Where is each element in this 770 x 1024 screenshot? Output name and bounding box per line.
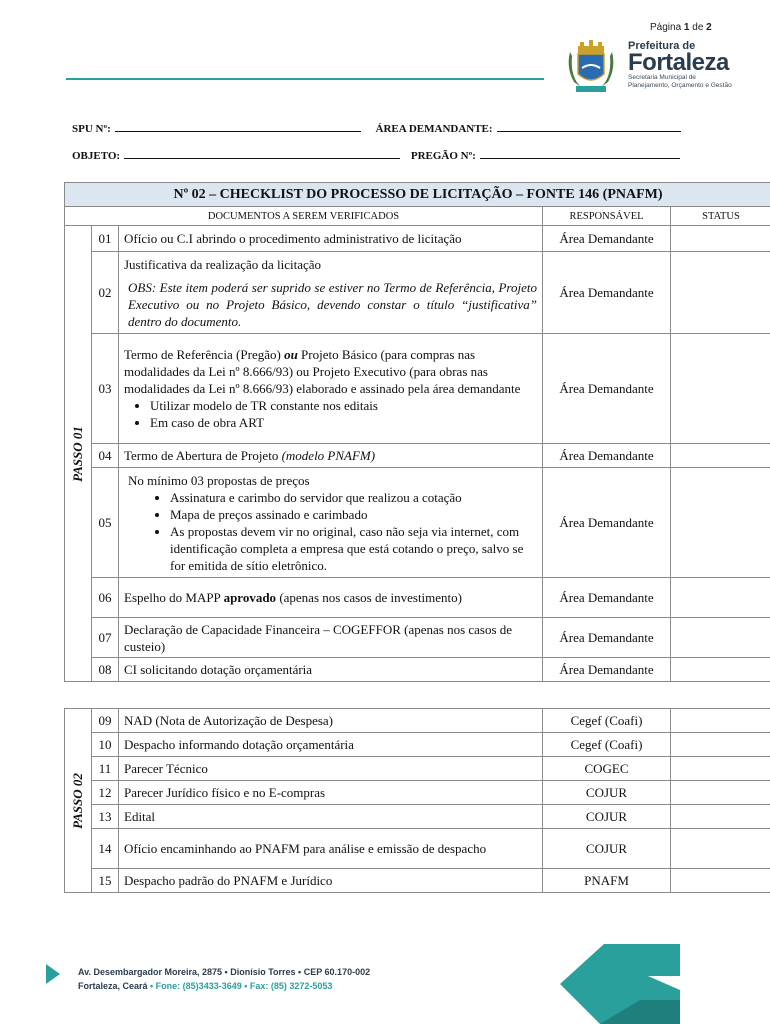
item-status[interactable] [671, 444, 770, 468]
table-row [65, 334, 770, 444]
item-description: Parecer Técnico [119, 757, 543, 781]
passo-02-cell [65, 709, 92, 893]
item-responsible: Área Demandante [543, 468, 671, 578]
area-label: ÁREA DEMANDANTE: [375, 123, 493, 135]
footer-decoration-icon [560, 940, 680, 1024]
item-status[interactable] [671, 709, 770, 733]
item-responsible: COJUR [543, 805, 671, 829]
list-item: • Assinatura e carimbo do servidor que realizou a cotação [170, 489, 537, 506]
item-description: Ofício encaminhando ao PNAFM para análise e emissão de despacho [119, 829, 543, 869]
header-divider [66, 78, 544, 80]
item-number: 10 [92, 733, 119, 757]
page-number: Página 1 de 2 [650, 22, 712, 33]
spu-field[interactable] [115, 121, 361, 132]
checklist-table-passo-02 [64, 708, 770, 893]
table-row [65, 757, 770, 781]
table-row [65, 805, 770, 829]
footer-arrow-icon [46, 964, 60, 984]
logo-line2: Fortaleza [628, 49, 729, 76]
logo-sub2: Planejamento, Orçamento e Gestão [628, 81, 732, 89]
objeto-pregao-row [72, 148, 680, 162]
table-row [65, 781, 770, 805]
table-row [65, 468, 770, 578]
item-description [119, 252, 543, 334]
item-number: 14 [92, 829, 119, 869]
item-number: 12 [92, 781, 119, 805]
item-status[interactable] [671, 252, 770, 334]
item-responsible: Área Demandante [543, 618, 671, 658]
footer-contacts: • Fone: (85)3433-3649 • Fax: (85) 3272-5053 [147, 981, 333, 991]
header-documents: DOCUMENTOS A SEREM VERIFICADOS [65, 207, 543, 226]
item-status[interactable] [671, 829, 770, 869]
item-status[interactable] [671, 578, 770, 618]
item-number: 15 [92, 869, 119, 893]
table-row [65, 444, 770, 468]
area-field[interactable] [497, 121, 681, 132]
item-description: Despacho informando dotação orçamentária [119, 733, 543, 757]
table-row [65, 618, 770, 658]
footer-city: Fortaleza, Ceará [78, 981, 148, 991]
item-responsible: Área Demandante [543, 444, 671, 468]
item-status[interactable] [671, 618, 770, 658]
list-item: • Em caso de obra ART [150, 414, 537, 431]
table-row [65, 829, 770, 869]
item-responsible: Cegef (Coafi) [543, 733, 671, 757]
item-number: 03 [92, 334, 119, 444]
item-responsible: Cegef (Coafi) [543, 709, 671, 733]
table-row [65, 658, 770, 682]
item-obs: OBS: Este item poderá ser suprido se estiver no Termo de Referência, Projeto Executivo ou no Projeto Básico, devendo constar o título “justificativa” dentro do documento. [128, 279, 537, 329]
list-item: • Mapa de preços assinado e carimbado [170, 506, 537, 523]
logo-sub1: Secretaria Municipal de [628, 74, 696, 81]
logo-line1: Prefeitura de [628, 40, 696, 52]
item-description: Declaração de Capacidade Financeira – COGEFFOR (apenas nos casos de custeio) [119, 618, 543, 658]
header-responsible: RESPONSÁVEL [543, 207, 671, 226]
item-description: NAD (Nota de Autorização de Despesa) [119, 709, 543, 733]
table-row [65, 578, 770, 618]
item-number: 01 [92, 226, 119, 252]
pregao-label: PREGÃO Nº: [410, 150, 476, 162]
item-status[interactable] [671, 757, 770, 781]
item-description: No mínimo 03 propostas de preços • Assinatura e carimbo do servidor que realizou a cotação • Mapa de preços assinado e carimbado • As propostas devem vir no original, caso não seja via internet, com identificação completa a empresa que está cotando o preço, salvo se for emitida de sítio eletrônico. [119, 468, 543, 578]
item-status[interactable] [671, 733, 770, 757]
item-number: 07 [92, 618, 119, 658]
spu-area-row [72, 121, 681, 135]
item-responsible: COJUR [543, 829, 671, 869]
table-row [65, 226, 770, 252]
header-status: STATUS [671, 207, 770, 226]
item-description: Despacho padrão do PNAFM e Jurídico [119, 869, 543, 893]
item-description: Edital [119, 805, 543, 829]
list-item: • As propostas devem vir no original, caso não seja via internet, com identificação completa a empresa que está cotando o preço, salvo se for emitida de sítio eletrônico. [170, 523, 537, 574]
item-status[interactable] [671, 658, 770, 682]
item-status[interactable] [671, 805, 770, 829]
objeto-field[interactable] [124, 148, 400, 159]
item-status[interactable] [671, 334, 770, 444]
objeto-label: OBJETO: [72, 150, 121, 162]
item-responsible: Área Demandante [543, 334, 671, 444]
spu-label: SPU Nº: [72, 123, 111, 135]
table-row [65, 869, 770, 893]
pregao-field[interactable] [480, 148, 680, 159]
footer-address [78, 965, 370, 993]
checklist-table-passo-01 [64, 182, 770, 682]
item-responsible: COJUR [543, 781, 671, 805]
footer-line1: Av. Desembargador Moreira, 2875 • Dionísio Torres • CEP 60.170-002 [78, 967, 371, 977]
item-responsible: Área Demandante [543, 252, 671, 334]
item-status[interactable] [671, 468, 770, 578]
item-description: Espelho do MAPP aprovado (apenas nos casos de investimento) [119, 578, 543, 618]
passo-label: PASSO 01 [70, 425, 85, 482]
table-row [65, 252, 770, 334]
item-number: 05 [92, 468, 119, 578]
item-responsible: Área Demandante [543, 658, 671, 682]
passo-01-cell [65, 226, 92, 682]
item-responsible: PNAFM [543, 869, 671, 893]
item-number: 13 [92, 805, 119, 829]
item-number: 09 [92, 709, 119, 733]
item-status[interactable] [671, 226, 770, 252]
item-description: Parecer Jurídico físico e no E-compras [119, 781, 543, 805]
item-text: Justificativa da realização da licitação [124, 256, 322, 272]
coat-of-arms-icon [560, 38, 622, 98]
item-description: CI solicitando dotação orçamentária [119, 658, 543, 682]
item-responsible: COGEC [543, 757, 671, 781]
item-number: 02 [92, 252, 119, 334]
item-number: 06 [92, 578, 119, 618]
item-responsible: Área Demandante [543, 578, 671, 618]
passo-label: PASSO 02 [70, 772, 85, 829]
item-description: Termo de Referência (Pregão) ou Projeto Básico (para compras nas modalidades da Lei nº 8.666/93) ou Projeto Executivo (para obras nas modalidades da Lei nº 8.666/93) elaborado e assinado pela área demandante • Utilizar modelo de TR constante nos editais • Em caso de obra ART [119, 334, 543, 444]
item-number: 08 [92, 658, 119, 682]
checklist-title: Nº 02 – CHECKLIST DO PROCESSO DE LICITAÇÃO – FONTE 146 (PNAFM) [65, 183, 770, 207]
prefeitura-logo [560, 38, 740, 98]
item-description: Termo de Abertura de Projeto (modelo PNAFM) [119, 444, 543, 468]
item-status[interactable] [671, 869, 770, 893]
table-row [65, 709, 770, 733]
item-description: Ofício ou C.I abrindo o procedimento administrativo de licitação [119, 226, 543, 252]
item-number: 04 [92, 444, 119, 468]
table-row [65, 733, 770, 757]
item-number: 11 [92, 757, 119, 781]
list-item: • Utilizar modelo de TR constante nos editais [150, 397, 537, 414]
item-responsible: Área Demandante [543, 226, 671, 252]
item-status[interactable] [671, 781, 770, 805]
